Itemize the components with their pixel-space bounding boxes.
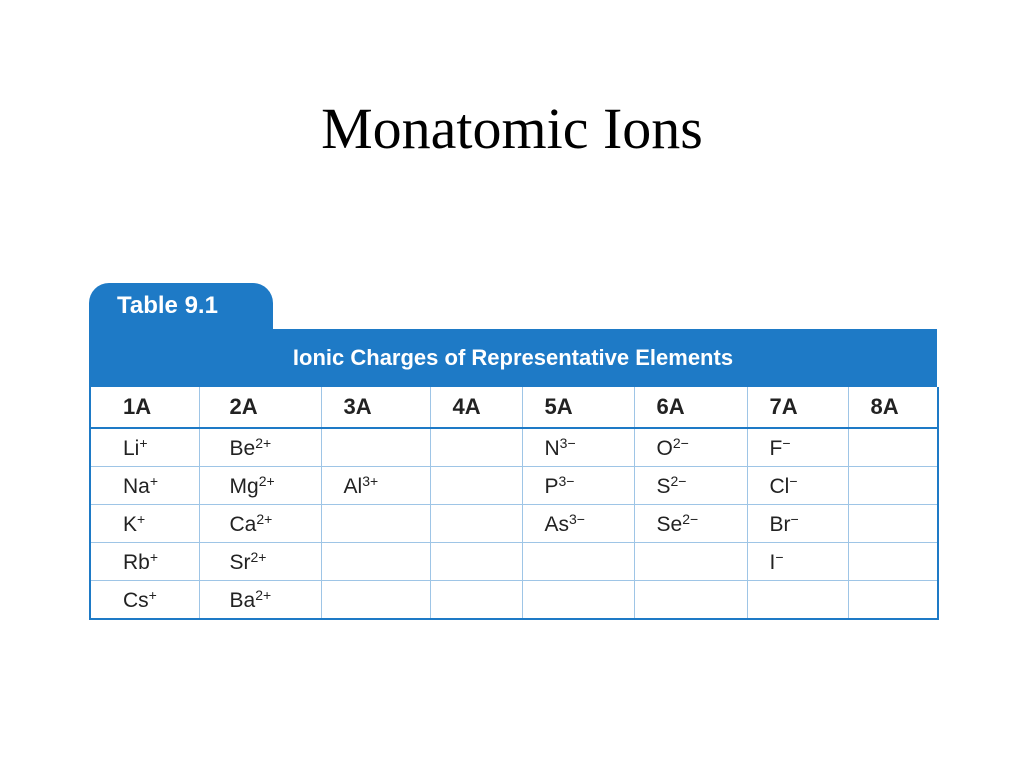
ion-cell	[634, 467, 747, 505]
ion-cell	[321, 505, 430, 543]
ion-charge: 3−	[559, 434, 576, 451]
ion-cell	[634, 581, 747, 620]
ion-symbol: Rb	[123, 550, 150, 574]
ion-cell	[321, 428, 430, 467]
group-header: 4A	[430, 387, 522, 428]
ion-cell	[430, 581, 522, 620]
table-row	[90, 428, 938, 467]
group-header: 5A	[522, 387, 634, 428]
group-header: 7A	[747, 387, 848, 428]
group-header: 1A	[90, 387, 199, 428]
ion-cell	[522, 428, 634, 467]
ion-charge: 2−	[670, 472, 687, 489]
ion-cell	[747, 543, 848, 581]
ion-cell	[90, 505, 199, 543]
ion-charge: −	[775, 548, 784, 565]
group-header: 3A	[321, 387, 430, 428]
ion-symbol: Ba	[229, 588, 256, 612]
ion-charge: 3−	[558, 472, 575, 489]
ion-cell	[199, 581, 321, 620]
ion-symbol: Ca	[229, 512, 257, 536]
ion-symbol: Br	[769, 512, 791, 536]
table-row	[90, 543, 938, 581]
ion-cell	[848, 467, 938, 505]
table-row	[90, 505, 938, 543]
ion-cell	[90, 581, 199, 620]
ion-cell	[747, 581, 848, 620]
table-row	[90, 581, 938, 620]
ion-cell	[522, 581, 634, 620]
ion-charge: +	[149, 472, 159, 489]
ion-cell	[199, 505, 321, 543]
ion-symbol: As	[544, 512, 570, 536]
ion-cell	[522, 505, 634, 543]
group-header: 6A	[634, 387, 747, 428]
ion-symbol: Mg	[229, 474, 259, 498]
ion-cell	[848, 543, 938, 581]
ion-cell	[430, 543, 522, 581]
ion-charge: 2−	[672, 434, 689, 451]
ion-symbol: Se	[656, 512, 683, 536]
ion-charge: +	[149, 548, 159, 565]
ion-charge: 2+	[256, 510, 273, 527]
ion-cell	[199, 467, 321, 505]
table-caption: Ionic Charges of Representative Elements	[89, 329, 937, 387]
ion-cell	[747, 467, 848, 505]
ion-symbol: S	[656, 474, 671, 498]
ion-symbol: Cs	[123, 588, 149, 612]
ion-symbol: I	[769, 550, 776, 574]
group-header: 2A	[199, 387, 321, 428]
ion-cell	[634, 428, 747, 467]
ion-symbol: O	[656, 436, 673, 460]
header-row	[90, 387, 938, 428]
ion-cell	[634, 543, 747, 581]
ion-cell	[321, 543, 430, 581]
ion-cell	[321, 581, 430, 620]
ion-cell	[199, 428, 321, 467]
ion-symbol: Na	[123, 474, 150, 498]
ion-cell	[747, 505, 848, 543]
ion-cell	[90, 428, 199, 467]
ion-cell	[430, 505, 522, 543]
ion-charge: 2+	[258, 472, 275, 489]
ion-charge: −	[782, 434, 791, 451]
ion-symbol: N	[544, 436, 560, 460]
ion-cell	[848, 505, 938, 543]
ion-charge: +	[148, 586, 157, 603]
ion-symbol: P	[544, 474, 559, 498]
ion-symbol: Sr	[229, 550, 251, 574]
ion-cell	[199, 543, 321, 581]
ion-cell	[321, 467, 430, 505]
ion-cell	[430, 428, 522, 467]
ion-cell	[522, 467, 634, 505]
ion-cell	[90, 543, 199, 581]
group-header: 8A	[848, 387, 938, 428]
slide-title: Monatomic Ions	[321, 96, 703, 161]
table-row	[90, 467, 938, 505]
ion-charge: 2+	[255, 586, 272, 603]
ion-symbol: Cl	[769, 474, 790, 498]
ion-cell	[430, 467, 522, 505]
ionic-charges-table	[89, 283, 937, 620]
ion-charge: +	[137, 510, 146, 527]
ion-symbol: Li	[123, 436, 140, 460]
ion-symbol: Al	[343, 474, 363, 498]
ion-cell	[522, 543, 634, 581]
ions-grid	[89, 387, 939, 620]
ion-charge: 2+	[250, 548, 267, 565]
ion-cell	[848, 428, 938, 467]
ion-charge: +	[139, 434, 148, 451]
ion-symbol: F	[769, 436, 783, 460]
ion-charge: −	[790, 510, 799, 527]
ion-charge: 3+	[362, 472, 379, 489]
ion-symbol: Be	[229, 436, 256, 460]
ion-charge: 2−	[682, 510, 699, 527]
ion-symbol: K	[123, 512, 138, 536]
ion-charge: 3−	[569, 510, 585, 527]
ion-charge: 2+	[255, 434, 272, 451]
ion-cell	[848, 581, 938, 620]
ion-cell	[634, 505, 747, 543]
ion-cell	[747, 428, 848, 467]
table-number-tab: Table 9.1	[89, 283, 273, 329]
ion-cell	[90, 467, 199, 505]
ion-charge: −	[789, 472, 798, 489]
